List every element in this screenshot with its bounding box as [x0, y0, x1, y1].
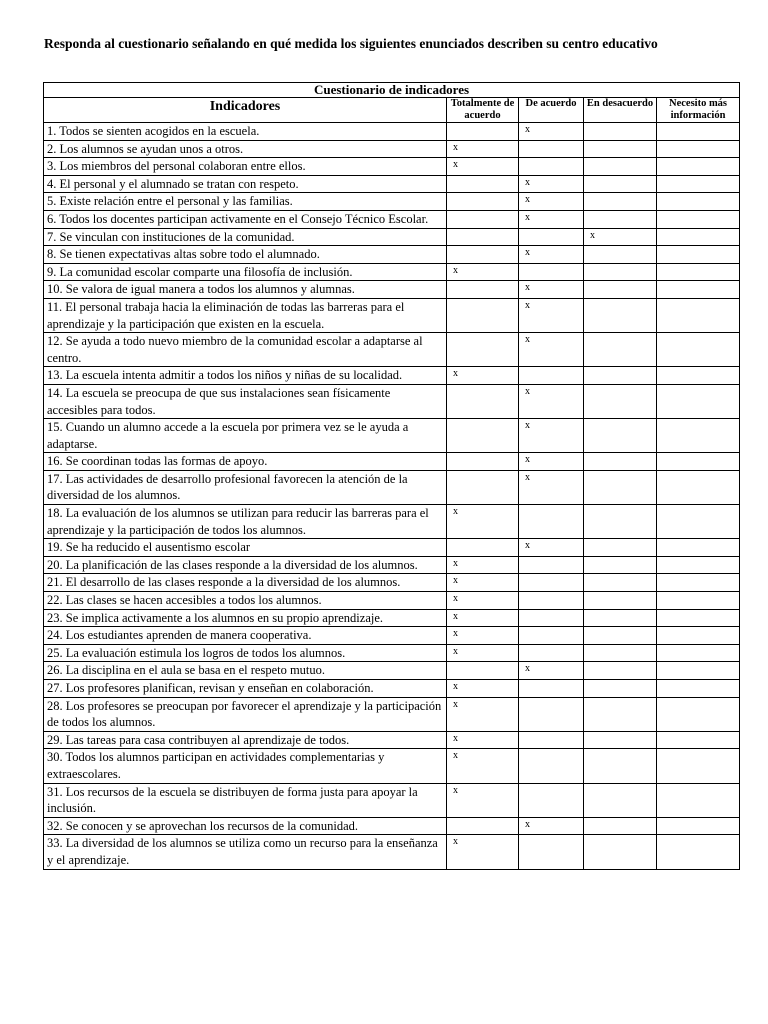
- indicators-table: [43, 82, 740, 870]
- answer-cell-de-acuerdo[interactable]: [519, 609, 584, 627]
- indicator-text: 24. Los estudiantes aprenden de manera cooperativa.: [44, 627, 447, 645]
- indicator-text: 14. La escuela se preocupa de que sus instalaciones sean físicamente accesibles para todos.: [44, 384, 447, 418]
- answer-cell-de-acuerdo[interactable]: [519, 627, 584, 645]
- indicator-text: 16. Se coordinan todas las formas de apoyo.: [44, 453, 447, 471]
- answer-cell-totalmente-de-acuerdo[interactable]: [447, 470, 519, 504]
- answer-cell-en-desacuerdo[interactable]: [584, 505, 657, 539]
- answer-mark-de-acuerdo[interactable]: x: [519, 662, 584, 680]
- table-row: [44, 783, 740, 817]
- answer-cell-en-desacuerdo[interactable]: [584, 627, 657, 645]
- answer-cell-de-acuerdo[interactable]: [519, 731, 584, 749]
- answer-cell-en-desacuerdo[interactable]: [584, 158, 657, 176]
- answer-cell-en-desacuerdo[interactable]: [584, 281, 657, 299]
- answer-mark-totalmente-de-acuerdo[interactable]: x: [447, 835, 519, 869]
- answer-cell-de-acuerdo[interactable]: [519, 263, 584, 281]
- answer-cell-en-desacuerdo[interactable]: [584, 246, 657, 264]
- table-row: [44, 574, 740, 592]
- answer-cell-necesito-mas-informacion[interactable]: [657, 453, 740, 471]
- answer-cell-de-acuerdo[interactable]: [519, 228, 584, 246]
- answer-mark-totalmente-de-acuerdo[interactable]: x: [447, 749, 519, 783]
- answer-cell-en-desacuerdo[interactable]: [584, 731, 657, 749]
- answer-cell-en-desacuerdo[interactable]: [584, 384, 657, 418]
- answer-mark-de-acuerdo[interactable]: x: [519, 817, 584, 835]
- table-row: [44, 592, 740, 610]
- answer-cell-necesito-mas-informacion[interactable]: [657, 731, 740, 749]
- answer-mark-totalmente-de-acuerdo[interactable]: x: [447, 680, 519, 698]
- answer-cell-de-acuerdo[interactable]: [519, 158, 584, 176]
- indicator-text: 10. Se valora de igual manera a todos los alumnos y alumnas.: [44, 281, 447, 299]
- answer-mark-de-acuerdo[interactable]: x: [519, 123, 584, 141]
- header-necesito-mas-informacion: Necesito más información: [657, 98, 740, 123]
- answer-cell-necesito-mas-informacion[interactable]: [657, 783, 740, 817]
- answer-cell-necesito-mas-informacion[interactable]: [657, 680, 740, 698]
- answer-cell-totalmente-de-acuerdo[interactable]: [447, 228, 519, 246]
- answer-cell-necesito-mas-informacion[interactable]: [657, 367, 740, 385]
- table-header-row: [44, 98, 740, 123]
- answer-cell-necesito-mas-informacion[interactable]: [657, 384, 740, 418]
- answer-cell-de-acuerdo[interactable]: [519, 697, 584, 731]
- answer-cell-necesito-mas-informacion[interactable]: [657, 835, 740, 869]
- indicator-text: 4. El personal y el alumnado se tratan con respeto.: [44, 175, 447, 193]
- answer-mark-totalmente-de-acuerdo[interactable]: x: [447, 505, 519, 539]
- answer-cell-de-acuerdo[interactable]: [519, 140, 584, 158]
- indicator-text: 21. El desarrollo de las clases responde a la diversidad de los alumnos.: [44, 574, 447, 592]
- indicator-text: 11. El personal trabaja hacia la eliminación de todas las barreras para el aprendizaje y la participación que existen en la escuela.: [44, 298, 447, 332]
- indicator-text: 20. La planificación de las clases responde a la diversidad de los alumnos.: [44, 556, 447, 574]
- answer-cell-necesito-mas-informacion[interactable]: [657, 419, 740, 453]
- answer-cell-totalmente-de-acuerdo[interactable]: [447, 193, 519, 211]
- header-en-desacuerdo: En desacuerdo: [584, 98, 657, 123]
- instructions-text: Responda al cuestionario señalando en qué medida los siguientes enunciados describen su centro educativo: [44, 36, 658, 51]
- answer-cell-necesito-mas-informacion[interactable]: [657, 140, 740, 158]
- answer-cell-necesito-mas-informacion[interactable]: [657, 246, 740, 264]
- answer-cell-en-desacuerdo[interactable]: [584, 644, 657, 662]
- table-row: [44, 662, 740, 680]
- indicator-text: 32. Se conocen y se aprovechan los recursos de la comunidad.: [44, 817, 447, 835]
- answer-mark-totalmente-de-acuerdo[interactable]: x: [447, 556, 519, 574]
- indicator-text: 12. Se ayuda a todo nuevo miembro de la comunidad escolar a adaptarse al centro.: [44, 333, 447, 367]
- answer-cell-necesito-mas-informacion[interactable]: [657, 627, 740, 645]
- answer-cell-en-desacuerdo[interactable]: [584, 817, 657, 835]
- indicator-text: 2. Los alumnos se ayudan unos a otros.: [44, 140, 447, 158]
- table-row: [44, 470, 740, 504]
- answer-mark-totalmente-de-acuerdo[interactable]: x: [447, 367, 519, 385]
- answer-mark-de-acuerdo[interactable]: x: [519, 281, 584, 299]
- answer-cell-necesito-mas-informacion[interactable]: [657, 175, 740, 193]
- table-caption: Cuestionario de indicadores: [44, 83, 740, 98]
- indicator-rows: [44, 123, 740, 870]
- answer-cell-de-acuerdo[interactable]: [519, 505, 584, 539]
- indicator-text: 25. La evaluación estimula los logros de todos los alumnos.: [44, 644, 447, 662]
- answer-cell-necesito-mas-informacion[interactable]: [657, 470, 740, 504]
- answer-mark-de-acuerdo[interactable]: x: [519, 470, 584, 504]
- answer-cell-totalmente-de-acuerdo[interactable]: [447, 210, 519, 228]
- table-row: [44, 228, 740, 246]
- indicator-text: 19. Se ha reducido el ausentismo escolar: [44, 539, 447, 557]
- answer-cell-necesito-mas-informacion[interactable]: [657, 333, 740, 367]
- answer-mark-totalmente-de-acuerdo[interactable]: x: [447, 263, 519, 281]
- answer-cell-necesito-mas-informacion[interactable]: [657, 158, 740, 176]
- answer-mark-totalmente-de-acuerdo[interactable]: x: [447, 731, 519, 749]
- indicator-text: 26. La disciplina en el aula se basa en el respeto mutuo.: [44, 662, 447, 680]
- answer-cell-necesito-mas-informacion[interactable]: [657, 662, 740, 680]
- indicator-text: 30. Todos los alumnos participan en actividades complementarias y extraescolares.: [44, 749, 447, 783]
- answer-cell-de-acuerdo[interactable]: [519, 367, 584, 385]
- answer-cell-en-desacuerdo[interactable]: [584, 662, 657, 680]
- answer-mark-totalmente-de-acuerdo[interactable]: x: [447, 158, 519, 176]
- answer-mark-totalmente-de-acuerdo[interactable]: x: [447, 574, 519, 592]
- answer-mark-en-desacuerdo[interactable]: x: [584, 228, 657, 246]
- answer-cell-en-desacuerdo[interactable]: [584, 333, 657, 367]
- table-row: [44, 175, 740, 193]
- table-row: [44, 627, 740, 645]
- indicator-text: 15. Cuando un alumno accede a la escuela por primera vez se le ayuda a adaptarse.: [44, 419, 447, 453]
- answer-cell-totalmente-de-acuerdo[interactable]: [447, 384, 519, 418]
- answer-cell-en-desacuerdo[interactable]: [584, 470, 657, 504]
- answer-cell-en-desacuerdo[interactable]: [584, 574, 657, 592]
- answer-cell-totalmente-de-acuerdo[interactable]: [447, 539, 519, 557]
- table-row: [44, 123, 740, 141]
- indicator-text: 1. Todos se sienten acogidos en la escuela.: [44, 123, 447, 141]
- answer-cell-en-desacuerdo[interactable]: [584, 749, 657, 783]
- table-row: [44, 680, 740, 698]
- indicator-text: 7. Se vinculan con instituciones de la comunidad.: [44, 228, 447, 246]
- answer-cell-necesito-mas-informacion[interactable]: [657, 123, 740, 141]
- table-row: [44, 210, 740, 228]
- answer-mark-totalmente-de-acuerdo[interactable]: x: [447, 644, 519, 662]
- table-row: [44, 505, 740, 539]
- answer-cell-necesito-mas-informacion[interactable]: [657, 817, 740, 835]
- answer-cell-en-desacuerdo[interactable]: [584, 556, 657, 574]
- answer-mark-de-acuerdo[interactable]: x: [519, 210, 584, 228]
- table-row: [44, 158, 740, 176]
- indicator-text: 18. La evaluación de los alumnos se utilizan para reducir las barreras para el aprendizaje y la participación de todos los alumnos.: [44, 505, 447, 539]
- answer-mark-totalmente-de-acuerdo[interactable]: x: [447, 592, 519, 610]
- answer-mark-de-acuerdo[interactable]: x: [519, 298, 584, 332]
- answer-cell-de-acuerdo[interactable]: [519, 749, 584, 783]
- answer-mark-de-acuerdo[interactable]: x: [519, 453, 584, 471]
- table-row: [44, 731, 740, 749]
- answer-mark-de-acuerdo[interactable]: x: [519, 384, 584, 418]
- indicator-text: 8. Se tienen expectativas altas sobre todo el alumnado.: [44, 246, 447, 264]
- answer-mark-totalmente-de-acuerdo[interactable]: x: [447, 697, 519, 731]
- table-caption-row: [44, 83, 740, 98]
- header-indicadores: Indicadores: [44, 98, 447, 123]
- answer-cell-totalmente-de-acuerdo[interactable]: [447, 419, 519, 453]
- table-row: [44, 419, 740, 453]
- table-row: [44, 609, 740, 627]
- indicator-text: 5. Existe relación entre el personal y las familias.: [44, 193, 447, 211]
- answer-cell-en-desacuerdo[interactable]: [584, 697, 657, 731]
- indicator-text: 17. Las actividades de desarrollo profesional favorecen la atención de la diversidad de los alumnos.: [44, 470, 447, 504]
- answer-cell-de-acuerdo[interactable]: [519, 592, 584, 610]
- answer-mark-de-acuerdo[interactable]: x: [519, 175, 584, 193]
- indicator-text: 29. Las tareas para casa contribuyen al aprendizaje de todos.: [44, 731, 447, 749]
- answer-cell-necesito-mas-informacion[interactable]: [657, 749, 740, 783]
- answer-cell-en-desacuerdo[interactable]: [584, 210, 657, 228]
- answer-cell-en-desacuerdo[interactable]: [584, 175, 657, 193]
- answer-cell-de-acuerdo[interactable]: [519, 556, 584, 574]
- answer-cell-en-desacuerdo[interactable]: [584, 592, 657, 610]
- indicator-text: 13. La escuela intenta admitir a todos los niños y niñas de su localidad.: [44, 367, 447, 385]
- answer-cell-totalmente-de-acuerdo[interactable]: [447, 175, 519, 193]
- table-row: [44, 367, 740, 385]
- answer-cell-en-desacuerdo[interactable]: [584, 609, 657, 627]
- answer-cell-de-acuerdo[interactable]: [519, 644, 584, 662]
- answer-mark-de-acuerdo[interactable]: x: [519, 246, 584, 264]
- answer-cell-necesito-mas-informacion[interactable]: [657, 505, 740, 539]
- indicator-text: 28. Los profesores se preocupan por favorecer el aprendizaje y la participación de todos los alumnos.: [44, 697, 447, 731]
- indicator-text: 23. Se implica activamente a los alumnos en su propio aprendizaje.: [44, 609, 447, 627]
- answer-cell-de-acuerdo[interactable]: [519, 680, 584, 698]
- answer-mark-de-acuerdo[interactable]: x: [519, 539, 584, 557]
- answer-cell-en-desacuerdo[interactable]: [584, 140, 657, 158]
- answer-mark-de-acuerdo[interactable]: x: [519, 193, 584, 211]
- answer-cell-totalmente-de-acuerdo[interactable]: [447, 246, 519, 264]
- table-row: [44, 749, 740, 783]
- answer-cell-en-desacuerdo[interactable]: [584, 123, 657, 141]
- answer-cell-necesito-mas-informacion[interactable]: [657, 281, 740, 299]
- answer-cell-necesito-mas-informacion[interactable]: [657, 644, 740, 662]
- indicator-text: 22. Las clases se hacen accesibles a todos los alumnos.: [44, 592, 447, 610]
- answer-cell-en-desacuerdo[interactable]: [584, 263, 657, 281]
- indicator-text: 33. La diversidad de los alumnos se utiliza como un recurso para la enseñanza y el aprendizaje.: [44, 835, 447, 869]
- answer-mark-de-acuerdo[interactable]: x: [519, 419, 584, 453]
- answer-cell-en-desacuerdo[interactable]: [584, 419, 657, 453]
- table-row: [44, 298, 740, 332]
- answer-cell-de-acuerdo[interactable]: [519, 835, 584, 869]
- table-row: [44, 140, 740, 158]
- answer-mark-totalmente-de-acuerdo[interactable]: x: [447, 627, 519, 645]
- answer-cell-en-desacuerdo[interactable]: [584, 193, 657, 211]
- answer-mark-totalmente-de-acuerdo[interactable]: x: [447, 783, 519, 817]
- answer-cell-necesito-mas-informacion[interactable]: [657, 210, 740, 228]
- table-row: [44, 835, 740, 869]
- answer-cell-necesito-mas-informacion[interactable]: [657, 609, 740, 627]
- table-row: [44, 697, 740, 731]
- answer-cell-totalmente-de-acuerdo[interactable]: [447, 453, 519, 471]
- answer-cell-en-desacuerdo[interactable]: [584, 298, 657, 332]
- answer-cell-en-desacuerdo[interactable]: [584, 453, 657, 471]
- table-row: [44, 384, 740, 418]
- indicator-text: 27. Los profesores planifican, revisan y enseñan en colaboración.: [44, 680, 447, 698]
- indicator-text: 9. La comunidad escolar comparte una filosofía de inclusión.: [44, 263, 447, 281]
- table-row: [44, 556, 740, 574]
- answer-cell-necesito-mas-informacion[interactable]: [657, 298, 740, 332]
- answer-cell-necesito-mas-informacion[interactable]: [657, 263, 740, 281]
- answer-mark-de-acuerdo[interactable]: x: [519, 333, 584, 367]
- table-row: [44, 644, 740, 662]
- answer-cell-necesito-mas-informacion[interactable]: [657, 539, 740, 557]
- answer-cell-totalmente-de-acuerdo[interactable]: [447, 123, 519, 141]
- answer-cell-totalmente-de-acuerdo[interactable]: [447, 281, 519, 299]
- answer-mark-totalmente-de-acuerdo[interactable]: x: [447, 140, 519, 158]
- table-row: [44, 246, 740, 264]
- answer-cell-totalmente-de-acuerdo[interactable]: [447, 817, 519, 835]
- answer-cell-totalmente-de-acuerdo[interactable]: [447, 333, 519, 367]
- table-row: [44, 193, 740, 211]
- indicator-text: 31. Los recursos de la escuela se distribuyen de forma justa para apoyar la inclusión.: [44, 783, 447, 817]
- answer-cell-necesito-mas-informacion[interactable]: [657, 193, 740, 211]
- answer-mark-totalmente-de-acuerdo[interactable]: x: [447, 609, 519, 627]
- indicator-text: 6. Todos los docentes participan activamente en el Consejo Técnico Escolar.: [44, 210, 447, 228]
- answer-cell-necesito-mas-informacion[interactable]: [657, 556, 740, 574]
- answer-cell-necesito-mas-informacion[interactable]: [657, 228, 740, 246]
- header-de-acuerdo: De acuerdo: [519, 98, 584, 123]
- header-totalmente-de-acuerdo: Totalmente de acuerdo: [447, 98, 519, 123]
- answer-cell-totalmente-de-acuerdo[interactable]: [447, 298, 519, 332]
- table-row: [44, 817, 740, 835]
- answer-cell-en-desacuerdo[interactable]: [584, 783, 657, 817]
- table-row: [44, 539, 740, 557]
- answer-cell-necesito-mas-informacion[interactable]: [657, 574, 740, 592]
- answer-cell-de-acuerdo[interactable]: [519, 574, 584, 592]
- answer-cell-totalmente-de-acuerdo[interactable]: [447, 662, 519, 680]
- table-row: [44, 263, 740, 281]
- indicator-text: 3. Los miembros del personal colaboran entre ellos.: [44, 158, 447, 176]
- answer-cell-en-desacuerdo[interactable]: [584, 680, 657, 698]
- table-row: [44, 281, 740, 299]
- answer-cell-en-desacuerdo[interactable]: [584, 835, 657, 869]
- answer-cell-en-desacuerdo[interactable]: [584, 539, 657, 557]
- answer-cell-necesito-mas-informacion[interactable]: [657, 592, 740, 610]
- table-row: [44, 453, 740, 471]
- answer-cell-en-desacuerdo[interactable]: [584, 367, 657, 385]
- answer-cell-de-acuerdo[interactable]: [519, 783, 584, 817]
- table-row: [44, 333, 740, 367]
- answer-cell-necesito-mas-informacion[interactable]: [657, 697, 740, 731]
